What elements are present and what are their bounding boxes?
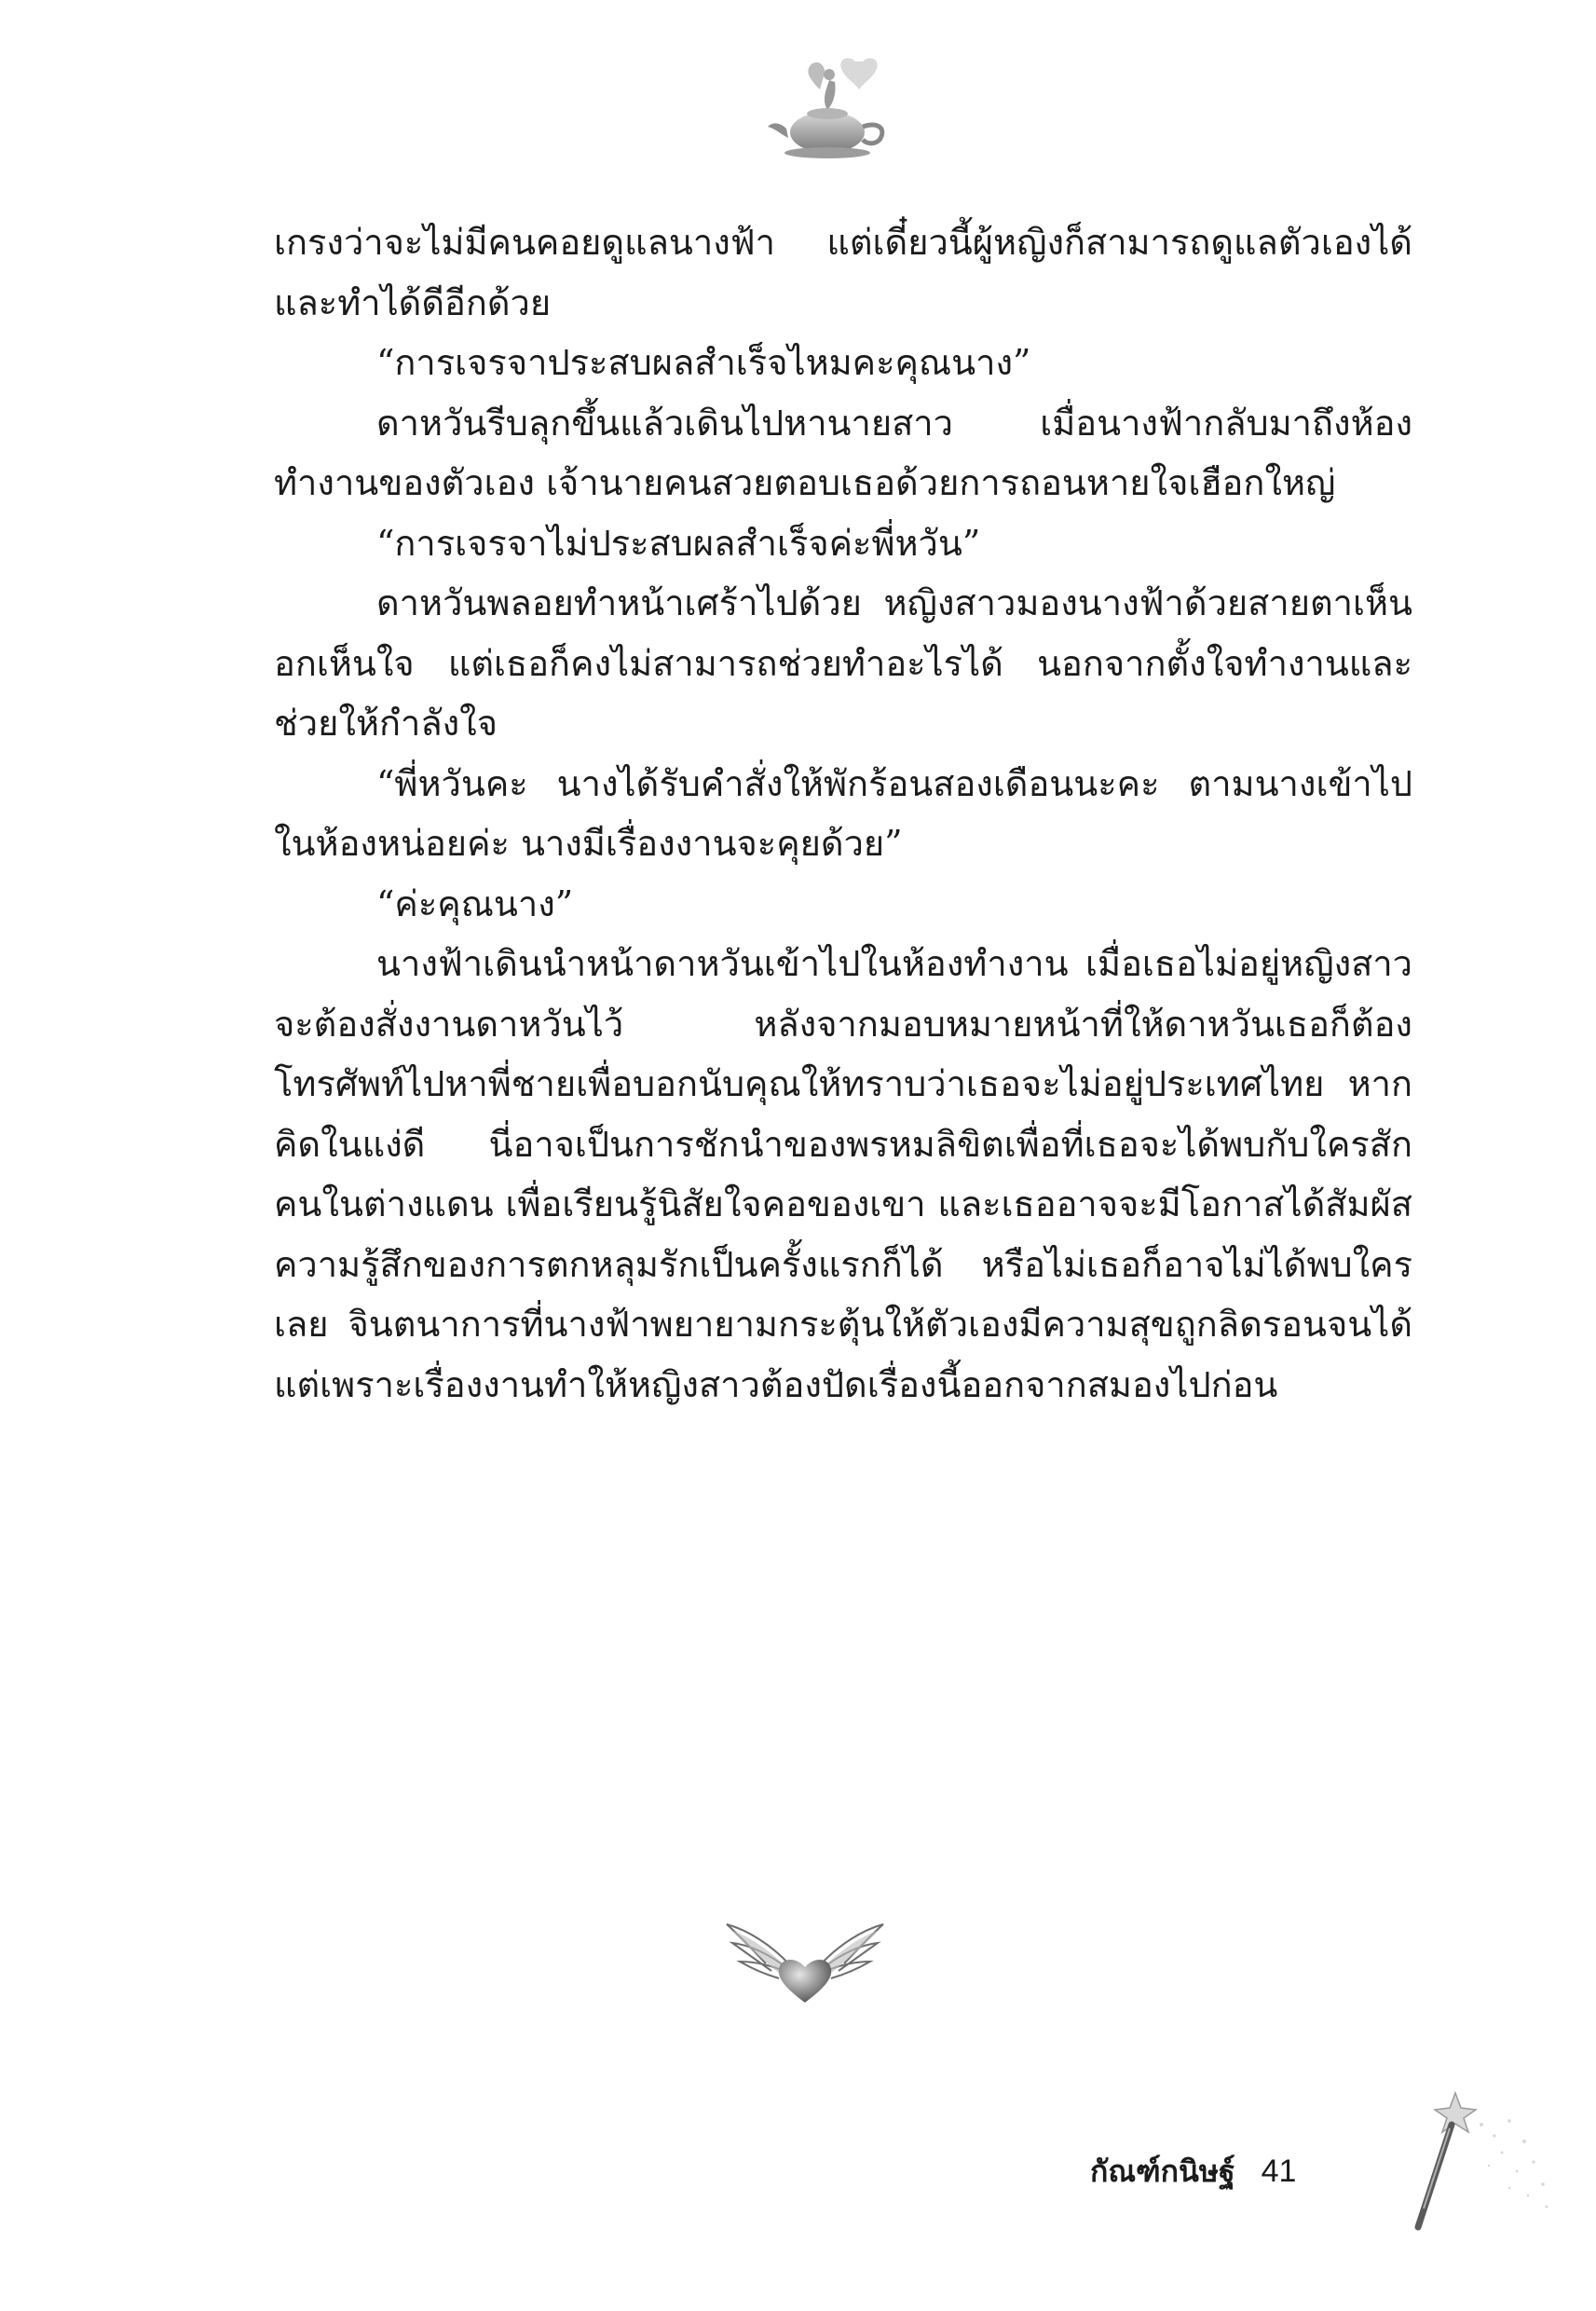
author-name: กัณฑ์กนิษฐ์ — [1090, 2153, 1235, 2189]
paragraph: “พี่หวันคะ นางได้รับคำสั่งให้พักร้อนสองเดือนนะคะ ตามนางเข้าไปในห้องหน่อยค่ะ นางมีเรื่องงานจะคุยด้วย” — [274, 762, 1412, 864]
fairy-teapot-icon — [762, 52, 902, 162]
magic-wand-icon — [1370, 2087, 1556, 2236]
body-text — [274, 212, 1412, 1415]
paragraph: “การเจรจาประสบผลสำเร็จไหมคะคุณนาง” — [376, 342, 1031, 383]
paragraph: “ค่ะคุณนาง” — [376, 882, 574, 924]
page-number: 41 — [1261, 2153, 1297, 2189]
paragraph: เกรงว่าจะไม่มีคนคอยดูแลนางฟ้า แต่เดี๋ยวนี้ผู้หญิงก็สามารถดูแลตัวเองได้ และทำได้ดีอีกด้วย — [274, 222, 1412, 323]
page-footer — [1090, 2148, 1296, 2195]
paragraph: นางฟ้าเดินนำหน้าดาหวันเข้าไปในห้องทำงาน เมื่อเธอไม่อยู่หญิงสาวจะต้องสั่งงานดาหวันไว้ หลังจากมอบหมายหน้าที่ให้ดาหวันเธอก็ต้องโทรศัพท์ไปหาพี่ชายเพื่อบอกนับคุณให้ทราบว่าเธอจะไม่อยู่ประเทศไทย หากคิดในแง่ดี นี่อาจเป็นการชักนำของพรหมลิขิตเพื่อที่เธอจะได้พบกับใครสักคนในต่างแดน เพื่อเรียนรู้นิสัยใจคอของเขา และเธออาจจะมีโอกาสได้สัมผัสความรู้สึกของการตกหลุมรักเป็นครั้งแรกก็ได้ หรือไม่เธอก็อาจไม่ได้พบใครเลย จินตนาการที่นางฟ้าพยายามกระตุ้นให้ตัวเองมีความสุขถูกลิดรอนจนได้ แต่เพราะเรื่องงานทำให้หญิงสาวต้องปัดเรื่องนี้ออกจากสมองไปก่อน — [274, 943, 1412, 1405]
paragraph: ดาหวันพลอยทำหน้าเศร้าไปด้วย หญิงสาวมองนางฟ้าด้วยสายตาเห็นอกเห็นใจ แต่เธอก็คงไม่สามารถช่วยทำอะไรได้ นอกจากตั้งใจทำงานและช่วยให้กำลังใจ — [274, 582, 1412, 744]
winged-heart-icon — [725, 1917, 885, 2006]
paragraph: “การเจรจาไม่ประสบผลสำเร็จค่ะพี่หวัน” — [376, 522, 981, 564]
paragraph: ดาหวันรีบลุกขึ้นแล้วเดินไปหานายสาว เมื่อนางฟ้ากลับมาถึงห้องทำงานของตัวเอง เจ้านายคนสวยตอบเธอด้วยการถอนหายใจเฮือกใหญ่ — [274, 402, 1412, 503]
